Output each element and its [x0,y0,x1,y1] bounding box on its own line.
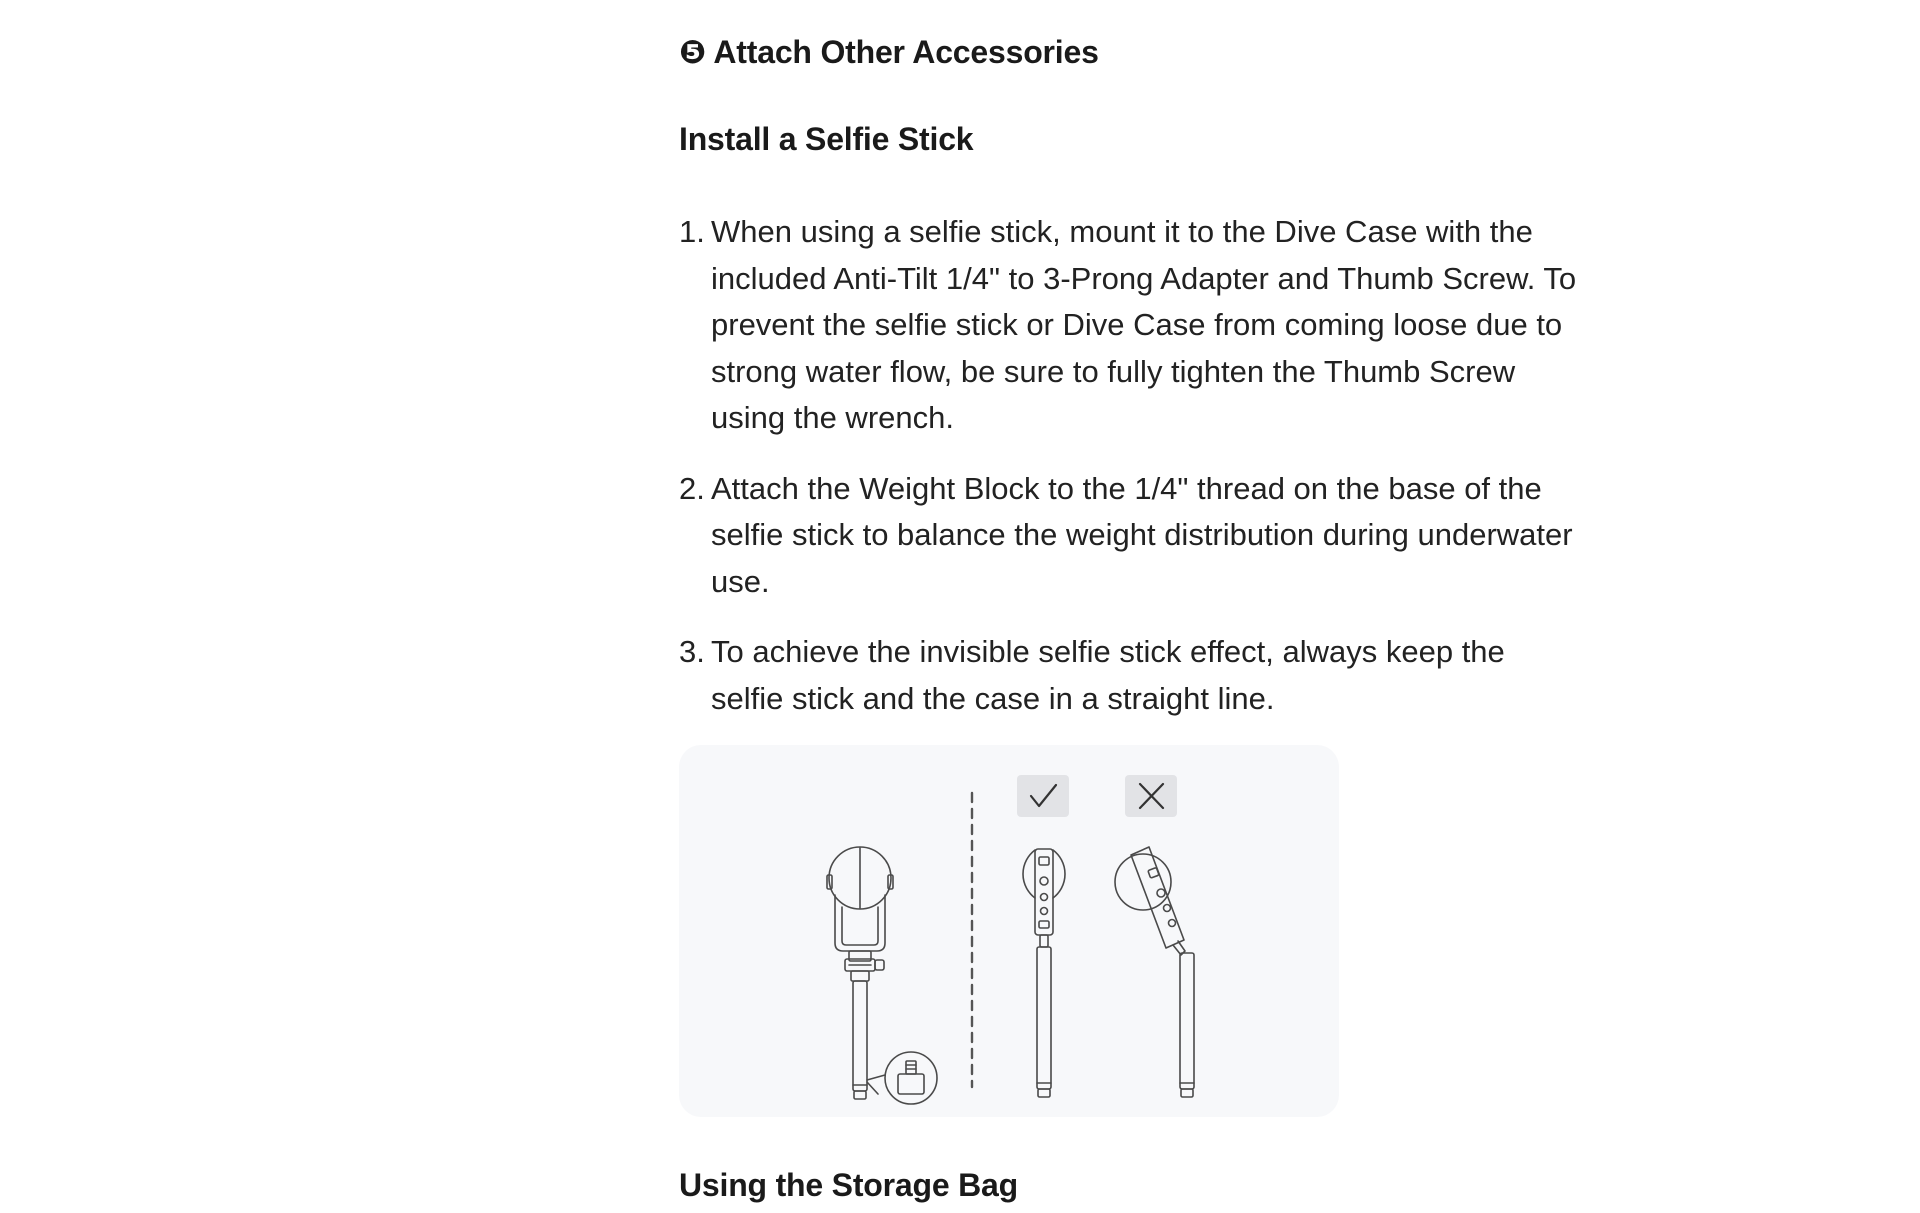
cross-icon [1125,775,1177,817]
tilted-stick-drawing [1115,847,1194,1097]
section-title: ❺ Attach Other Accessories [679,34,1099,70]
storage-bag-title: Using the Storage Bag [679,1167,1018,1203]
step-number: 2. [679,470,705,506]
step-1 [679,209,1579,442]
selfie-stick-title: Install a Selfie Stick [679,121,974,157]
selfie-stick-steps [679,209,1579,746]
check-icon [1017,775,1069,817]
step-text: To achieve the invisible selfie stick effect, always keep the selfie stick and the case in a straight line. [711,634,1505,716]
step-text: When using a selfie stick, mount it to the Dive Case with the included Anti-Tilt 1/4" to 3-Prong Adapter and Thumb Screw. To prevent the selfie stick or Dive Case from coming loose due to strong water flow, be sure to fully tighten the Thumb Screw using the wrench. [711,214,1577,435]
step-3 [679,629,1579,722]
straight-stick-drawing [1023,849,1065,1097]
step-2 [679,466,1579,606]
step-number: 3. [679,634,705,669]
step-text: Attach the Weight Block to the 1/4" thread on the base of the selfie stick to balance the weight distribution during underwater use. [711,470,1573,599]
mounted-camera-drawing [827,847,937,1104]
step-number: 1. [679,214,705,249]
selfie-stick-illustration [679,745,1339,1117]
